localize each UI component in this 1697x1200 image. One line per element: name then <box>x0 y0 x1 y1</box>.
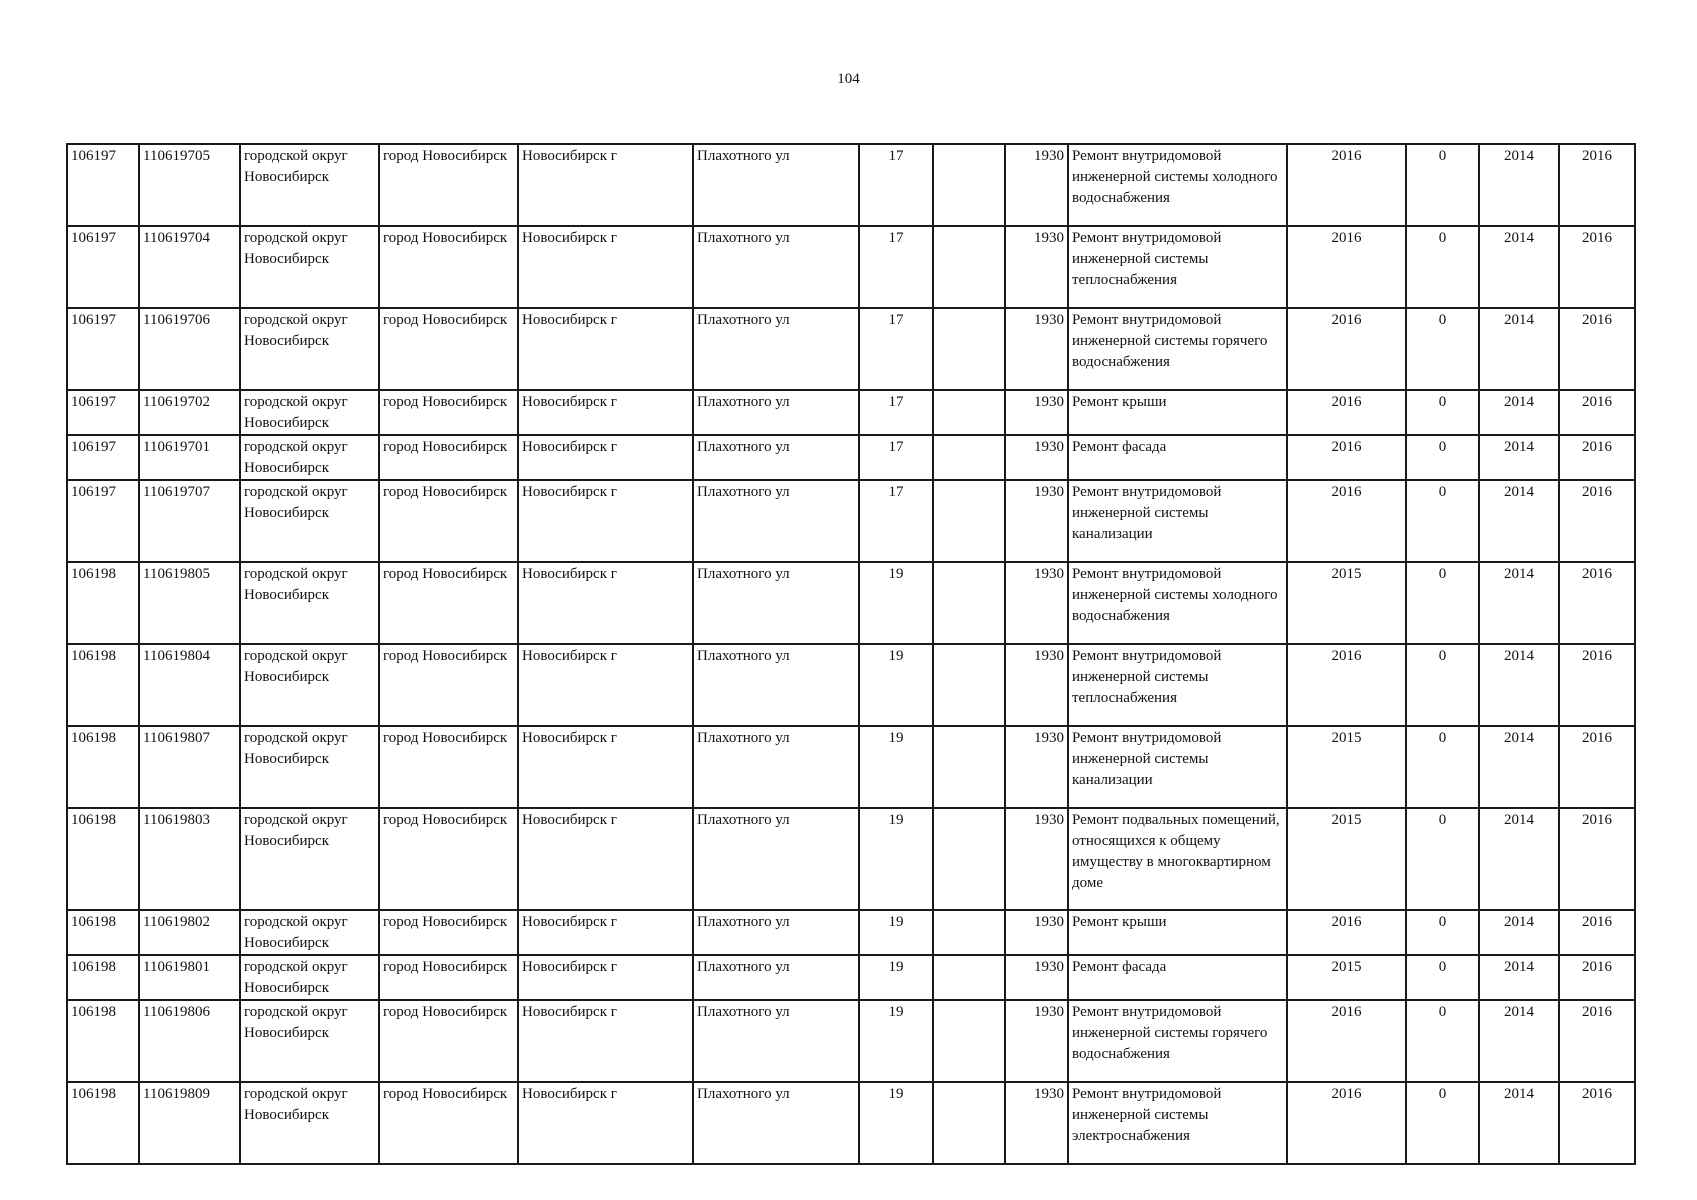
cell-period-end: 2016 <box>1559 1000 1635 1082</box>
cell-period-start: 2014 <box>1479 480 1559 562</box>
cell-street: Плахотного ул <box>693 910 859 955</box>
cell-house-id: 106197 <box>67 480 139 562</box>
cell-year-built: 1930 <box>1005 808 1068 910</box>
cell-locality: Новосибирск г <box>518 435 693 480</box>
cell-item-id: 110619704 <box>139 226 240 308</box>
cell-building <box>933 808 1005 910</box>
cell-period-start: 2014 <box>1479 308 1559 390</box>
cell-plan-year: 2015 <box>1287 955 1406 1000</box>
table-row <box>67 435 1635 480</box>
table-row <box>67 226 1635 308</box>
cell-street: Плахотного ул <box>693 726 859 808</box>
cell-period-end: 2016 <box>1559 726 1635 808</box>
cell-value: 0 <box>1406 910 1479 955</box>
cell-period-start: 2014 <box>1479 1082 1559 1164</box>
cell-house-id: 106198 <box>67 644 139 726</box>
cell-municipality: городской округ Новосибирск <box>240 1082 379 1164</box>
cell-house-number: 19 <box>859 955 933 1000</box>
cell-period-end: 2016 <box>1559 562 1635 644</box>
cell-house-number: 17 <box>859 435 933 480</box>
cell-item-id: 110619707 <box>139 480 240 562</box>
cell-value: 0 <box>1406 390 1479 435</box>
cell-locality: Новосибирск г <box>518 910 693 955</box>
cell-locality: Новосибирск г <box>518 308 693 390</box>
cell-year-built: 1930 <box>1005 435 1068 480</box>
cell-value: 0 <box>1406 1000 1479 1082</box>
cell-locality: Новосибирск г <box>518 480 693 562</box>
cell-item-id: 110619801 <box>139 955 240 1000</box>
cell-locality: Новосибирск г <box>518 562 693 644</box>
cell-locality: Новосибирск г <box>518 226 693 308</box>
cell-work-type: Ремонт внутридомовой инженерной системы горячего водоснабжения <box>1068 1000 1287 1082</box>
cell-house-id: 106198 <box>67 726 139 808</box>
cell-plan-year: 2015 <box>1287 562 1406 644</box>
cell-item-id: 110619701 <box>139 435 240 480</box>
cell-locality: Новосибирск г <box>518 955 693 1000</box>
cell-municipality: городской округ Новосибирск <box>240 808 379 910</box>
cell-work-type: Ремонт внутридомовой инженерной системы холодного водоснабжения <box>1068 562 1287 644</box>
cell-work-type: Ремонт внутридомовой инженерной системы канализации <box>1068 726 1287 808</box>
cell-year-built: 1930 <box>1005 910 1068 955</box>
cell-plan-year: 2016 <box>1287 144 1406 226</box>
cell-period-start: 2014 <box>1479 390 1559 435</box>
cell-item-id: 110619706 <box>139 308 240 390</box>
cell-settlement: город Новосибирск <box>379 435 518 480</box>
cell-municipality: городской округ Новосибирск <box>240 480 379 562</box>
cell-house-id: 106197 <box>67 144 139 226</box>
cell-house-id: 106197 <box>67 226 139 308</box>
cell-building <box>933 910 1005 955</box>
cell-municipality: городской округ Новосибирск <box>240 435 379 480</box>
cell-item-id: 110619705 <box>139 144 240 226</box>
cell-period-start: 2014 <box>1479 726 1559 808</box>
cell-locality: Новосибирск г <box>518 390 693 435</box>
cell-building <box>933 390 1005 435</box>
cell-year-built: 1930 <box>1005 644 1068 726</box>
cell-municipality: городской округ Новосибирск <box>240 390 379 435</box>
cell-street: Плахотного ул <box>693 435 859 480</box>
cell-house-number: 19 <box>859 1000 933 1082</box>
cell-settlement: город Новосибирск <box>379 808 518 910</box>
cell-period-end: 2016 <box>1559 144 1635 226</box>
cell-value: 0 <box>1406 226 1479 308</box>
cell-plan-year: 2016 <box>1287 1000 1406 1082</box>
cell-settlement: город Новосибирск <box>379 144 518 226</box>
cell-year-built: 1930 <box>1005 955 1068 1000</box>
cell-item-id: 110619806 <box>139 1000 240 1082</box>
cell-locality: Новосибирск г <box>518 808 693 910</box>
cell-settlement: город Новосибирск <box>379 308 518 390</box>
cell-street: Плахотного ул <box>693 1082 859 1164</box>
cell-street: Плахотного ул <box>693 480 859 562</box>
cell-plan-year: 2016 <box>1287 644 1406 726</box>
cell-municipality: городской округ Новосибирск <box>240 1000 379 1082</box>
cell-building <box>933 144 1005 226</box>
cell-building <box>933 726 1005 808</box>
cell-year-built: 1930 <box>1005 390 1068 435</box>
cell-item-id: 110619803 <box>139 808 240 910</box>
cell-period-start: 2014 <box>1479 435 1559 480</box>
cell-house-id: 106197 <box>67 390 139 435</box>
cell-plan-year: 2016 <box>1287 226 1406 308</box>
cell-street: Плахотного ул <box>693 955 859 1000</box>
table-row <box>67 726 1635 808</box>
cell-house-id: 106198 <box>67 808 139 910</box>
cell-item-id: 110619702 <box>139 390 240 435</box>
cell-work-type: Ремонт внутридомовой инженерной системы теплоснабжения <box>1068 644 1287 726</box>
cell-street: Плахотного ул <box>693 644 859 726</box>
cell-period-end: 2016 <box>1559 226 1635 308</box>
cell-building <box>933 308 1005 390</box>
cell-year-built: 1930 <box>1005 226 1068 308</box>
cell-municipality: городской округ Новосибирск <box>240 562 379 644</box>
cell-street: Плахотного ул <box>693 808 859 910</box>
repair-schedule-table <box>66 143 1636 1165</box>
cell-house-number: 17 <box>859 390 933 435</box>
cell-house-number: 19 <box>859 910 933 955</box>
cell-work-type: Ремонт крыши <box>1068 910 1287 955</box>
cell-locality: Новосибирск г <box>518 726 693 808</box>
cell-house-number: 19 <box>859 726 933 808</box>
cell-period-start: 2014 <box>1479 955 1559 1000</box>
cell-settlement: город Новосибирск <box>379 955 518 1000</box>
cell-item-id: 110619805 <box>139 562 240 644</box>
cell-value: 0 <box>1406 808 1479 910</box>
cell-building <box>933 562 1005 644</box>
cell-plan-year: 2016 <box>1287 390 1406 435</box>
cell-building <box>933 644 1005 726</box>
cell-building <box>933 435 1005 480</box>
cell-period-start: 2014 <box>1479 644 1559 726</box>
table-row <box>67 808 1635 910</box>
cell-period-start: 2014 <box>1479 562 1559 644</box>
cell-period-start: 2014 <box>1479 226 1559 308</box>
cell-value: 0 <box>1406 644 1479 726</box>
cell-item-id: 110619809 <box>139 1082 240 1164</box>
cell-work-type: Ремонт фасада <box>1068 955 1287 1000</box>
cell-municipality: городской округ Новосибирск <box>240 955 379 1000</box>
cell-house-id: 106198 <box>67 910 139 955</box>
cell-house-number: 17 <box>859 480 933 562</box>
cell-period-end: 2016 <box>1559 480 1635 562</box>
cell-year-built: 1930 <box>1005 144 1068 226</box>
cell-work-type: Ремонт внутридомовой инженерной системы горячего водоснабжения <box>1068 308 1287 390</box>
cell-period-end: 2016 <box>1559 644 1635 726</box>
cell-year-built: 1930 <box>1005 1082 1068 1164</box>
cell-house-number: 17 <box>859 308 933 390</box>
cell-value: 0 <box>1406 144 1479 226</box>
cell-municipality: городской округ Новосибирск <box>240 910 379 955</box>
cell-plan-year: 2015 <box>1287 808 1406 910</box>
cell-plan-year: 2016 <box>1287 480 1406 562</box>
cell-period-end: 2016 <box>1559 1082 1635 1164</box>
cell-settlement: город Новосибирск <box>379 390 518 435</box>
cell-period-end: 2016 <box>1559 308 1635 390</box>
cell-house-number: 19 <box>859 808 933 910</box>
cell-year-built: 1930 <box>1005 480 1068 562</box>
cell-house-id: 106198 <box>67 1000 139 1082</box>
cell-house-id: 106198 <box>67 1082 139 1164</box>
table-row <box>67 910 1635 955</box>
cell-street: Плахотного ул <box>693 226 859 308</box>
cell-item-id: 110619807 <box>139 726 240 808</box>
cell-year-built: 1930 <box>1005 1000 1068 1082</box>
cell-municipality: городской округ Новосибирск <box>240 644 379 726</box>
cell-plan-year: 2016 <box>1287 435 1406 480</box>
table-row <box>67 644 1635 726</box>
cell-work-type: Ремонт внутридомовой инженерной системы холодного водоснабжения <box>1068 144 1287 226</box>
cell-period-end: 2016 <box>1559 435 1635 480</box>
cell-work-type: Ремонт крыши <box>1068 390 1287 435</box>
cell-plan-year: 2016 <box>1287 1082 1406 1164</box>
cell-work-type: Ремонт подвальных помещений, относящихся к общему имуществу в многоквартирном доме <box>1068 808 1287 910</box>
cell-settlement: город Новосибирск <box>379 562 518 644</box>
cell-house-id: 106197 <box>67 435 139 480</box>
table-row <box>67 480 1635 562</box>
cell-period-start: 2014 <box>1479 808 1559 910</box>
table-row <box>67 1082 1635 1164</box>
cell-locality: Новосибирск г <box>518 1000 693 1082</box>
cell-period-end: 2016 <box>1559 390 1635 435</box>
cell-street: Плахотного ул <box>693 1000 859 1082</box>
cell-work-type: Ремонт внутридомовой инженерной системы канализации <box>1068 480 1287 562</box>
cell-building <box>933 955 1005 1000</box>
cell-house-id: 106198 <box>67 955 139 1000</box>
cell-locality: Новосибирск г <box>518 644 693 726</box>
cell-house-number: 17 <box>859 144 933 226</box>
cell-house-id: 106198 <box>67 562 139 644</box>
cell-building <box>933 226 1005 308</box>
cell-building <box>933 480 1005 562</box>
cell-house-id: 106197 <box>67 308 139 390</box>
cell-house-number: 17 <box>859 226 933 308</box>
cell-work-type: Ремонт внутридомовой инженерной системы теплоснабжения <box>1068 226 1287 308</box>
cell-work-type: Ремонт фасада <box>1068 435 1287 480</box>
cell-period-end: 2016 <box>1559 808 1635 910</box>
cell-value: 0 <box>1406 1082 1479 1164</box>
cell-municipality: городской округ Новосибирск <box>240 726 379 808</box>
table-row <box>67 955 1635 1000</box>
cell-street: Плахотного ул <box>693 562 859 644</box>
cell-value: 0 <box>1406 435 1479 480</box>
cell-locality: Новосибирск г <box>518 1082 693 1164</box>
cell-settlement: город Новосибирск <box>379 726 518 808</box>
cell-street: Плахотного ул <box>693 308 859 390</box>
cell-settlement: город Новосибирск <box>379 480 518 562</box>
cell-value: 0 <box>1406 955 1479 1000</box>
cell-value: 0 <box>1406 562 1479 644</box>
page-number: 104 <box>837 71 860 87</box>
cell-item-id: 110619802 <box>139 910 240 955</box>
table-body <box>67 144 1635 1164</box>
cell-settlement: город Новосибирск <box>379 1082 518 1164</box>
table-row <box>67 308 1635 390</box>
table-row <box>67 144 1635 226</box>
table-row <box>67 390 1635 435</box>
cell-year-built: 1930 <box>1005 308 1068 390</box>
cell-year-built: 1930 <box>1005 562 1068 644</box>
cell-house-number: 19 <box>859 644 933 726</box>
cell-settlement: город Новосибирск <box>379 226 518 308</box>
cell-period-end: 2016 <box>1559 910 1635 955</box>
cell-period-end: 2016 <box>1559 955 1635 1000</box>
cell-plan-year: 2016 <box>1287 308 1406 390</box>
cell-street: Плахотного ул <box>693 144 859 226</box>
cell-year-built: 1930 <box>1005 726 1068 808</box>
cell-settlement: город Новосибирск <box>379 910 518 955</box>
cell-period-start: 2014 <box>1479 910 1559 955</box>
cell-plan-year: 2015 <box>1287 726 1406 808</box>
cell-building <box>933 1082 1005 1164</box>
cell-locality: Новосибирск г <box>518 144 693 226</box>
cell-value: 0 <box>1406 308 1479 390</box>
cell-period-start: 2014 <box>1479 1000 1559 1082</box>
cell-work-type: Ремонт внутридомовой инженерной системы электроснабжения <box>1068 1082 1287 1164</box>
cell-plan-year: 2016 <box>1287 910 1406 955</box>
cell-value: 0 <box>1406 480 1479 562</box>
cell-street: Плахотного ул <box>693 390 859 435</box>
cell-house-number: 19 <box>859 562 933 644</box>
cell-value: 0 <box>1406 726 1479 808</box>
table-row <box>67 1000 1635 1082</box>
cell-municipality: городской округ Новосибирск <box>240 144 379 226</box>
cell-municipality: городской округ Новосибирск <box>240 226 379 308</box>
cell-municipality: городской округ Новосибирск <box>240 308 379 390</box>
table-row <box>67 562 1635 644</box>
cell-settlement: город Новосибирск <box>379 644 518 726</box>
cell-settlement: город Новосибирск <box>379 1000 518 1082</box>
cell-building <box>933 1000 1005 1082</box>
cell-item-id: 110619804 <box>139 644 240 726</box>
cell-period-start: 2014 <box>1479 144 1559 226</box>
cell-house-number: 19 <box>859 1082 933 1164</box>
